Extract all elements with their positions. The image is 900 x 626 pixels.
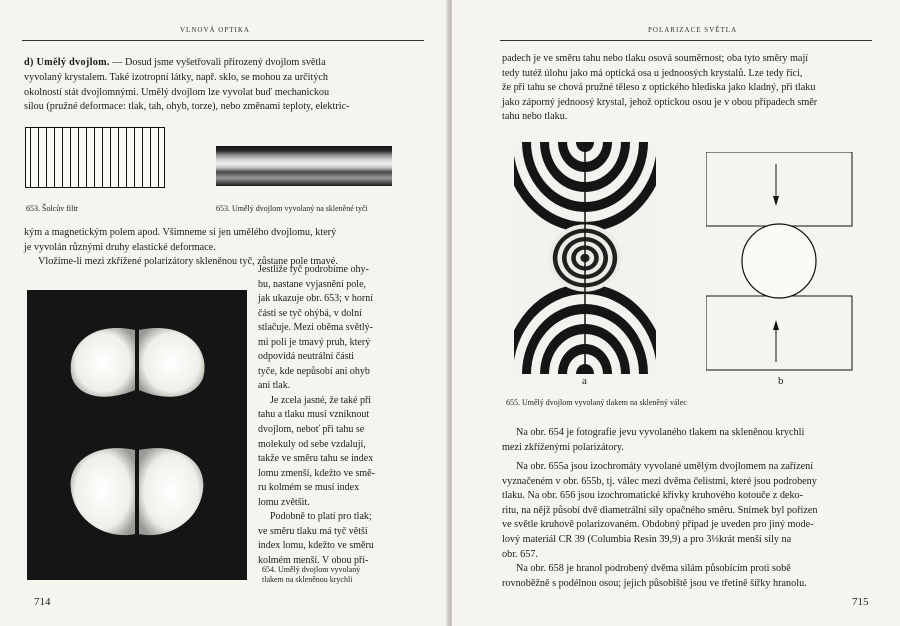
right-paragraph-2 [502, 426, 872, 455]
text-line: Podobně to platí pro tlak; [270, 511, 372, 523]
cube-interference-pattern [27, 290, 247, 580]
glass-rod-figure [216, 146, 392, 186]
text-line: vyvolaný krystalem. Také izotropní látky, např. sklo, se mohou za určitých [24, 72, 328, 83]
text-line: okolností stát dvojlomnými. Umělý dvojlom lze vyvolat buď mechanickou [24, 86, 330, 98]
solc-filter-figure [25, 127, 165, 188]
left-page [0, 0, 448, 626]
text-line: jako záporný jednoosý krystal, jehož optickou osou je v obou případech směr [502, 96, 818, 108]
lower-jaw [706, 296, 852, 370]
filter-stripe [102, 128, 103, 187]
page-number-left: 714 [34, 596, 51, 608]
right-paragraph-1 [502, 52, 872, 125]
fig655-label-b: b [778, 375, 784, 387]
filter-stripe [86, 128, 87, 187]
filter-stripe [70, 128, 71, 187]
text-line: Jestliže tyč podrobíme ohy- [258, 264, 369, 275]
fringe-pattern [514, 142, 656, 374]
text-line: mi poli je tmavý pruh, který [258, 336, 371, 348]
text-line: Na obr. 654 je fotografie jevu vyvolaného tlakem na skleněnou krychli [516, 427, 805, 438]
text-line: odpovídá neutrální části [258, 351, 355, 363]
fig653-caption-a: 653. Šolcův filtr [26, 204, 79, 213]
text-line: index lomu, kdežto ve směru [258, 540, 374, 552]
filter-stripe [142, 128, 143, 187]
isochromatic-photo [514, 142, 656, 374]
text-line: kým a magnetickým polem apod. Všimneme si jen umělého dvojlomu, který [24, 227, 337, 238]
filter-stripe [110, 128, 111, 187]
fig653-caption-b: 653. Umělý dvojlom vyvolaný na skleněné tyči [216, 204, 368, 213]
force-arrow-up-head [773, 320, 779, 330]
wrapped-column [258, 263, 398, 568]
text-line: tedy tutéž úlohu jako má optická osa u jednoosých krystalů. Lze tedy říci, [502, 67, 803, 79]
filter-stripe [118, 128, 119, 187]
caption-line: tlakem na skleněnou krychli [262, 575, 353, 584]
filter-stripe [30, 128, 31, 187]
text-line: tyče, kde nepůsobí ani ohyb [258, 365, 370, 377]
lobe-bottom-left [71, 448, 135, 535]
filter-stripe [94, 128, 95, 187]
filter-stripe [150, 128, 151, 187]
press-diagram-svg [706, 152, 854, 372]
section-heading [24, 56, 394, 71]
filter-stripe [134, 128, 135, 187]
text-line: silou (pružné deformace: tlak, tah, ohyb, torze), nebo změnami teploty, elektric- [24, 101, 350, 113]
lobe-bottom-right [139, 448, 203, 535]
fig654-caption [262, 565, 402, 585]
section-label: d) Umělý dvojlom. [24, 57, 110, 68]
text-line: je vyvolán různými druhy elastické deformace. [24, 241, 216, 253]
text-line: ve směru tlaku má tyč větší [258, 525, 368, 537]
text-line: že při tahu se chová pružné těleso z optického hlediska jako kladný, při tlaku [502, 82, 816, 94]
upper-jaw [706, 152, 852, 226]
right-paragraph-4 [502, 562, 872, 591]
page-number-right: 715 [852, 596, 869, 608]
section-intro: — Dosud jsme vyšetřovali přirozený dvojlom světla [109, 57, 326, 68]
filter-stripe [54, 128, 55, 187]
text-line: stlačuje. Mezi oběma světlý- [258, 322, 373, 334]
text-line: jak ukazuje obr. 653; v horní [258, 293, 373, 305]
running-head-left: VLNOVÁ OPTIKA [180, 26, 250, 34]
text-line: dvojlom, neboť při tahu se [258, 424, 365, 436]
right-page [452, 0, 900, 626]
fig655-label-a: a [582, 375, 587, 387]
text-line: tlaku. Na obr. 656 jsou izochromatické křivky kruhového kotouče z deko- [502, 490, 804, 502]
text-line: lomu zmenší, kdežto ve smě- [258, 467, 375, 479]
paragraph-1 [24, 71, 394, 115]
fig655-caption: 655. Umělý dvojlom vyvolaný tlakem na skleněný válec [506, 398, 687, 407]
text-line: ritu, na nějž působí dvě diametrální síly opačného směru. Snímek byl pořízen [502, 504, 818, 516]
filter-stripe [158, 128, 159, 187]
lobe-top-right [139, 328, 205, 397]
right-paragraph-3 [502, 460, 872, 562]
text-line: padech je ve směru tahu nebo tlaku osová souměrnost; oba tyto směry mají [502, 53, 809, 64]
filter-stripe [46, 128, 47, 187]
text-line: vyznačeném v obr. 655b, tj. válec mezi dvěma čelistmi, které jsou podrobeny [502, 475, 817, 487]
text-line: kolmém menší. V obou pří- [258, 554, 369, 566]
text-line: tahu nebo tlaku. [502, 111, 568, 123]
paragraph-3-first-line: Vložíme-li mezi zkřížené polarizátory skleněnou tyč, zůstane pole tmavé. [38, 256, 338, 267]
running-head-right: POLARIZACE SVĚTLA [648, 26, 738, 34]
text-line: bu, nastane vyjasnění pole, [258, 278, 367, 290]
cylinder-circle [742, 224, 816, 298]
filter-stripe [126, 128, 127, 187]
text-line: lový materiál CR 39 (Columbia Resin 39,9) a pro 3⅓krát menší síly na [502, 533, 792, 545]
force-arrow-down-head [773, 196, 779, 206]
paragraph-2 [24, 226, 394, 255]
text-line: obr. 657. [502, 548, 538, 560]
text-line: Je zcela jasné, že také při [270, 394, 372, 406]
text-line: ru kolmém se musí index [258, 482, 360, 494]
text-line: ani tlak. [258, 380, 291, 392]
filter-stripe [38, 128, 39, 187]
text-line: tahu a tlaku musí vzniknout [258, 409, 370, 421]
text-line: mezi zkříženými polarizátory. [502, 441, 624, 453]
text-line: molekuly od sebe vzdalují, [258, 438, 366, 450]
cylinder-press-diagram [706, 152, 854, 372]
text-line: části se tyč ohýbá, v dolní [258, 307, 362, 319]
header-rule-left [22, 40, 424, 41]
filter-stripe [78, 128, 79, 187]
header-rule-right [500, 40, 872, 41]
filter-stripe [62, 128, 63, 187]
text-line: rovnoběžně s podélnou osou; jejich působiště jsou ve třetině šířky hranolu. [502, 577, 807, 589]
pressed-cube-photo [27, 290, 247, 580]
text-line: ve světle kruhově polarizovaném. Obdobný případ je uveden pro jiný mode- [502, 519, 814, 531]
text-line: Na obr. 658 je hranol podrobený dvěma silám působícím proti sobě [516, 563, 791, 574]
text-line: lomu zvětšit. [258, 496, 310, 508]
text-line: Na obr. 655a jsou izochromáty vyvolané umělým dvojlomem na zařízení [516, 461, 814, 472]
caption-line: 654. Umělý dvojlom vyvolaný [262, 565, 361, 574]
lobe-top-left [71, 328, 135, 397]
text-line: takže ve směru tahu se index [258, 453, 374, 465]
